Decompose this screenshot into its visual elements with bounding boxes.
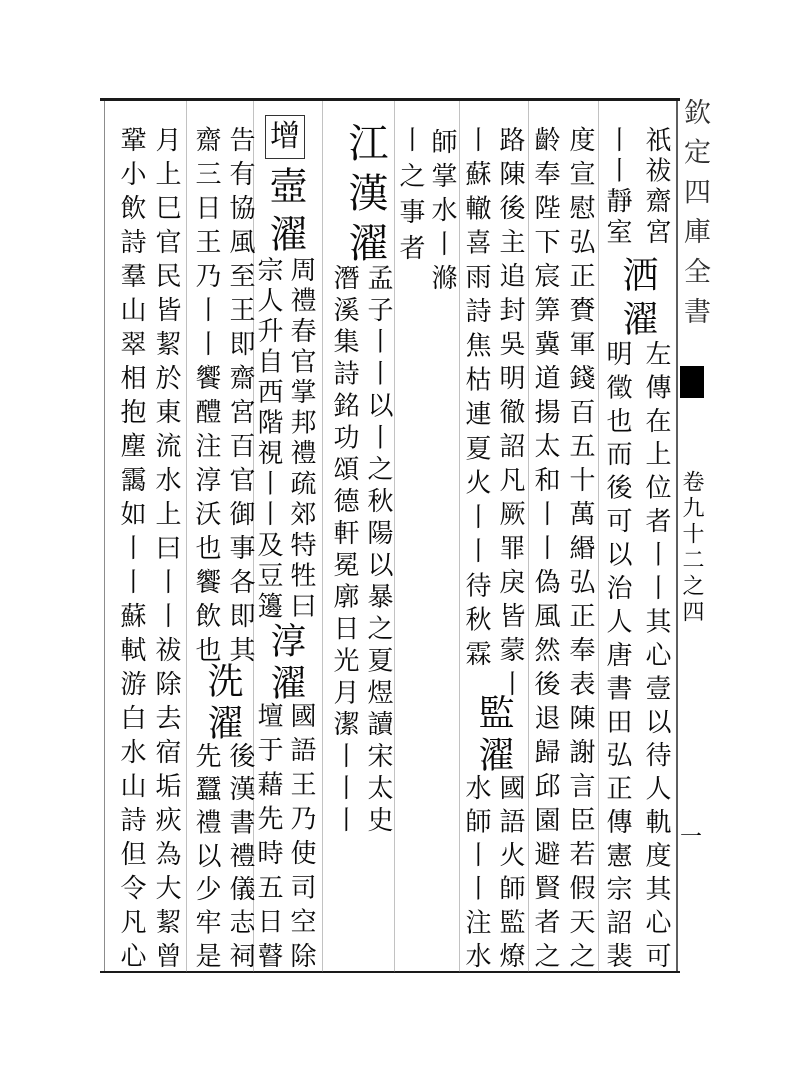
annotation-right: 後漢書禮儀志祠: [225, 742, 255, 968]
added-entry-marker: 增: [265, 115, 305, 159]
annotation-right: 度宣慰弘正賚軍錢百五十萬緡弘正奉表陳謝言臣若假天之: [565, 126, 595, 968]
column-rule: [322, 101, 323, 972]
annotation-left: 丨蘇轍喜雨詩焦枯連夏火丨丨待秋霖: [461, 126, 491, 666]
left-border: [104, 98, 105, 973]
fishtail-mark: [680, 366, 704, 398]
headword: 洗濯: [202, 662, 243, 740]
annotation-right: 路陳後主追封吳明徹詔凡厥罪戾皆蒙丨: [495, 126, 525, 696]
headword: 淳濯: [265, 622, 306, 700]
headword: 洒濯: [617, 256, 658, 336]
annotation-left: 鞏小飲詩羣山翠相抱塵靄如丨丨蘇軾游白水山詩但令凡心: [116, 126, 146, 968]
annotation-right: 孟子丨丨以丨之秋陽以暴之夏煜讀宋太史: [363, 264, 393, 832]
annotation-right: 師掌水丨滌: [427, 128, 457, 290]
annotation-left: 潛溪集詩銘功頌德軒冕廓日光月潔丨丨丨: [329, 264, 359, 832]
headword: 監濯: [473, 694, 514, 772]
annotation-left: 齋三日王乃丨丨饗醴注淳沃也饗飲也: [191, 126, 221, 662]
annotation-right: 國語王乃使司空除: [286, 702, 316, 968]
column-rule: [528, 101, 529, 972]
annotation-left: 丨之事者: [395, 126, 425, 260]
annotation-right: 周禮春官掌邦禮疏郊特牲曰: [286, 256, 316, 618]
book-title: 欽定四庫全書: [679, 98, 710, 324]
top-border: [100, 98, 680, 101]
annotation-left: 齡奉陛下宸筭冀道揚太和丨丨偽風然後退歸邱園避賢者之: [530, 126, 560, 968]
annotation-right: 國語火師監燎: [495, 774, 525, 968]
headword: 江漢濯: [342, 122, 388, 262]
annotation-left: 壇于藉先時五日瞽: [253, 702, 283, 968]
headword: 壼濯: [263, 166, 307, 252]
bottom-border: [100, 971, 680, 973]
annotation-right: 左傳在上位者丨丨其心壹以待人軌度其心可: [641, 340, 671, 968]
annotation-right: 告有協風至王即齋宮百官御事各即其: [225, 126, 255, 662]
volume-label: 卷九十二之四: [679, 470, 704, 622]
annotation-right: 祇祓齋宮: [641, 126, 671, 244]
right-border: [676, 98, 678, 973]
column-rule: [186, 101, 187, 972]
annotation-left: 丨丨靜室: [602, 126, 632, 244]
annotation-left: 明徵也而後可以治人唐書田弘正傳憲宗詔裴: [602, 340, 632, 968]
page-number: 一: [679, 825, 702, 850]
column-rule: [459, 101, 460, 972]
annotation-left: 水師丨丨注水: [461, 774, 491, 968]
annotation-right: 月上巳官民皆絜於東流水上曰丨丨祓除去宿垢疢為大絜曾: [151, 126, 181, 968]
annotation-left: 先蠶禮以少牢是: [191, 742, 221, 968]
annotation-left: 宗人升自西階視丨丨及豆籩: [253, 256, 283, 618]
column-rule: [598, 101, 599, 972]
